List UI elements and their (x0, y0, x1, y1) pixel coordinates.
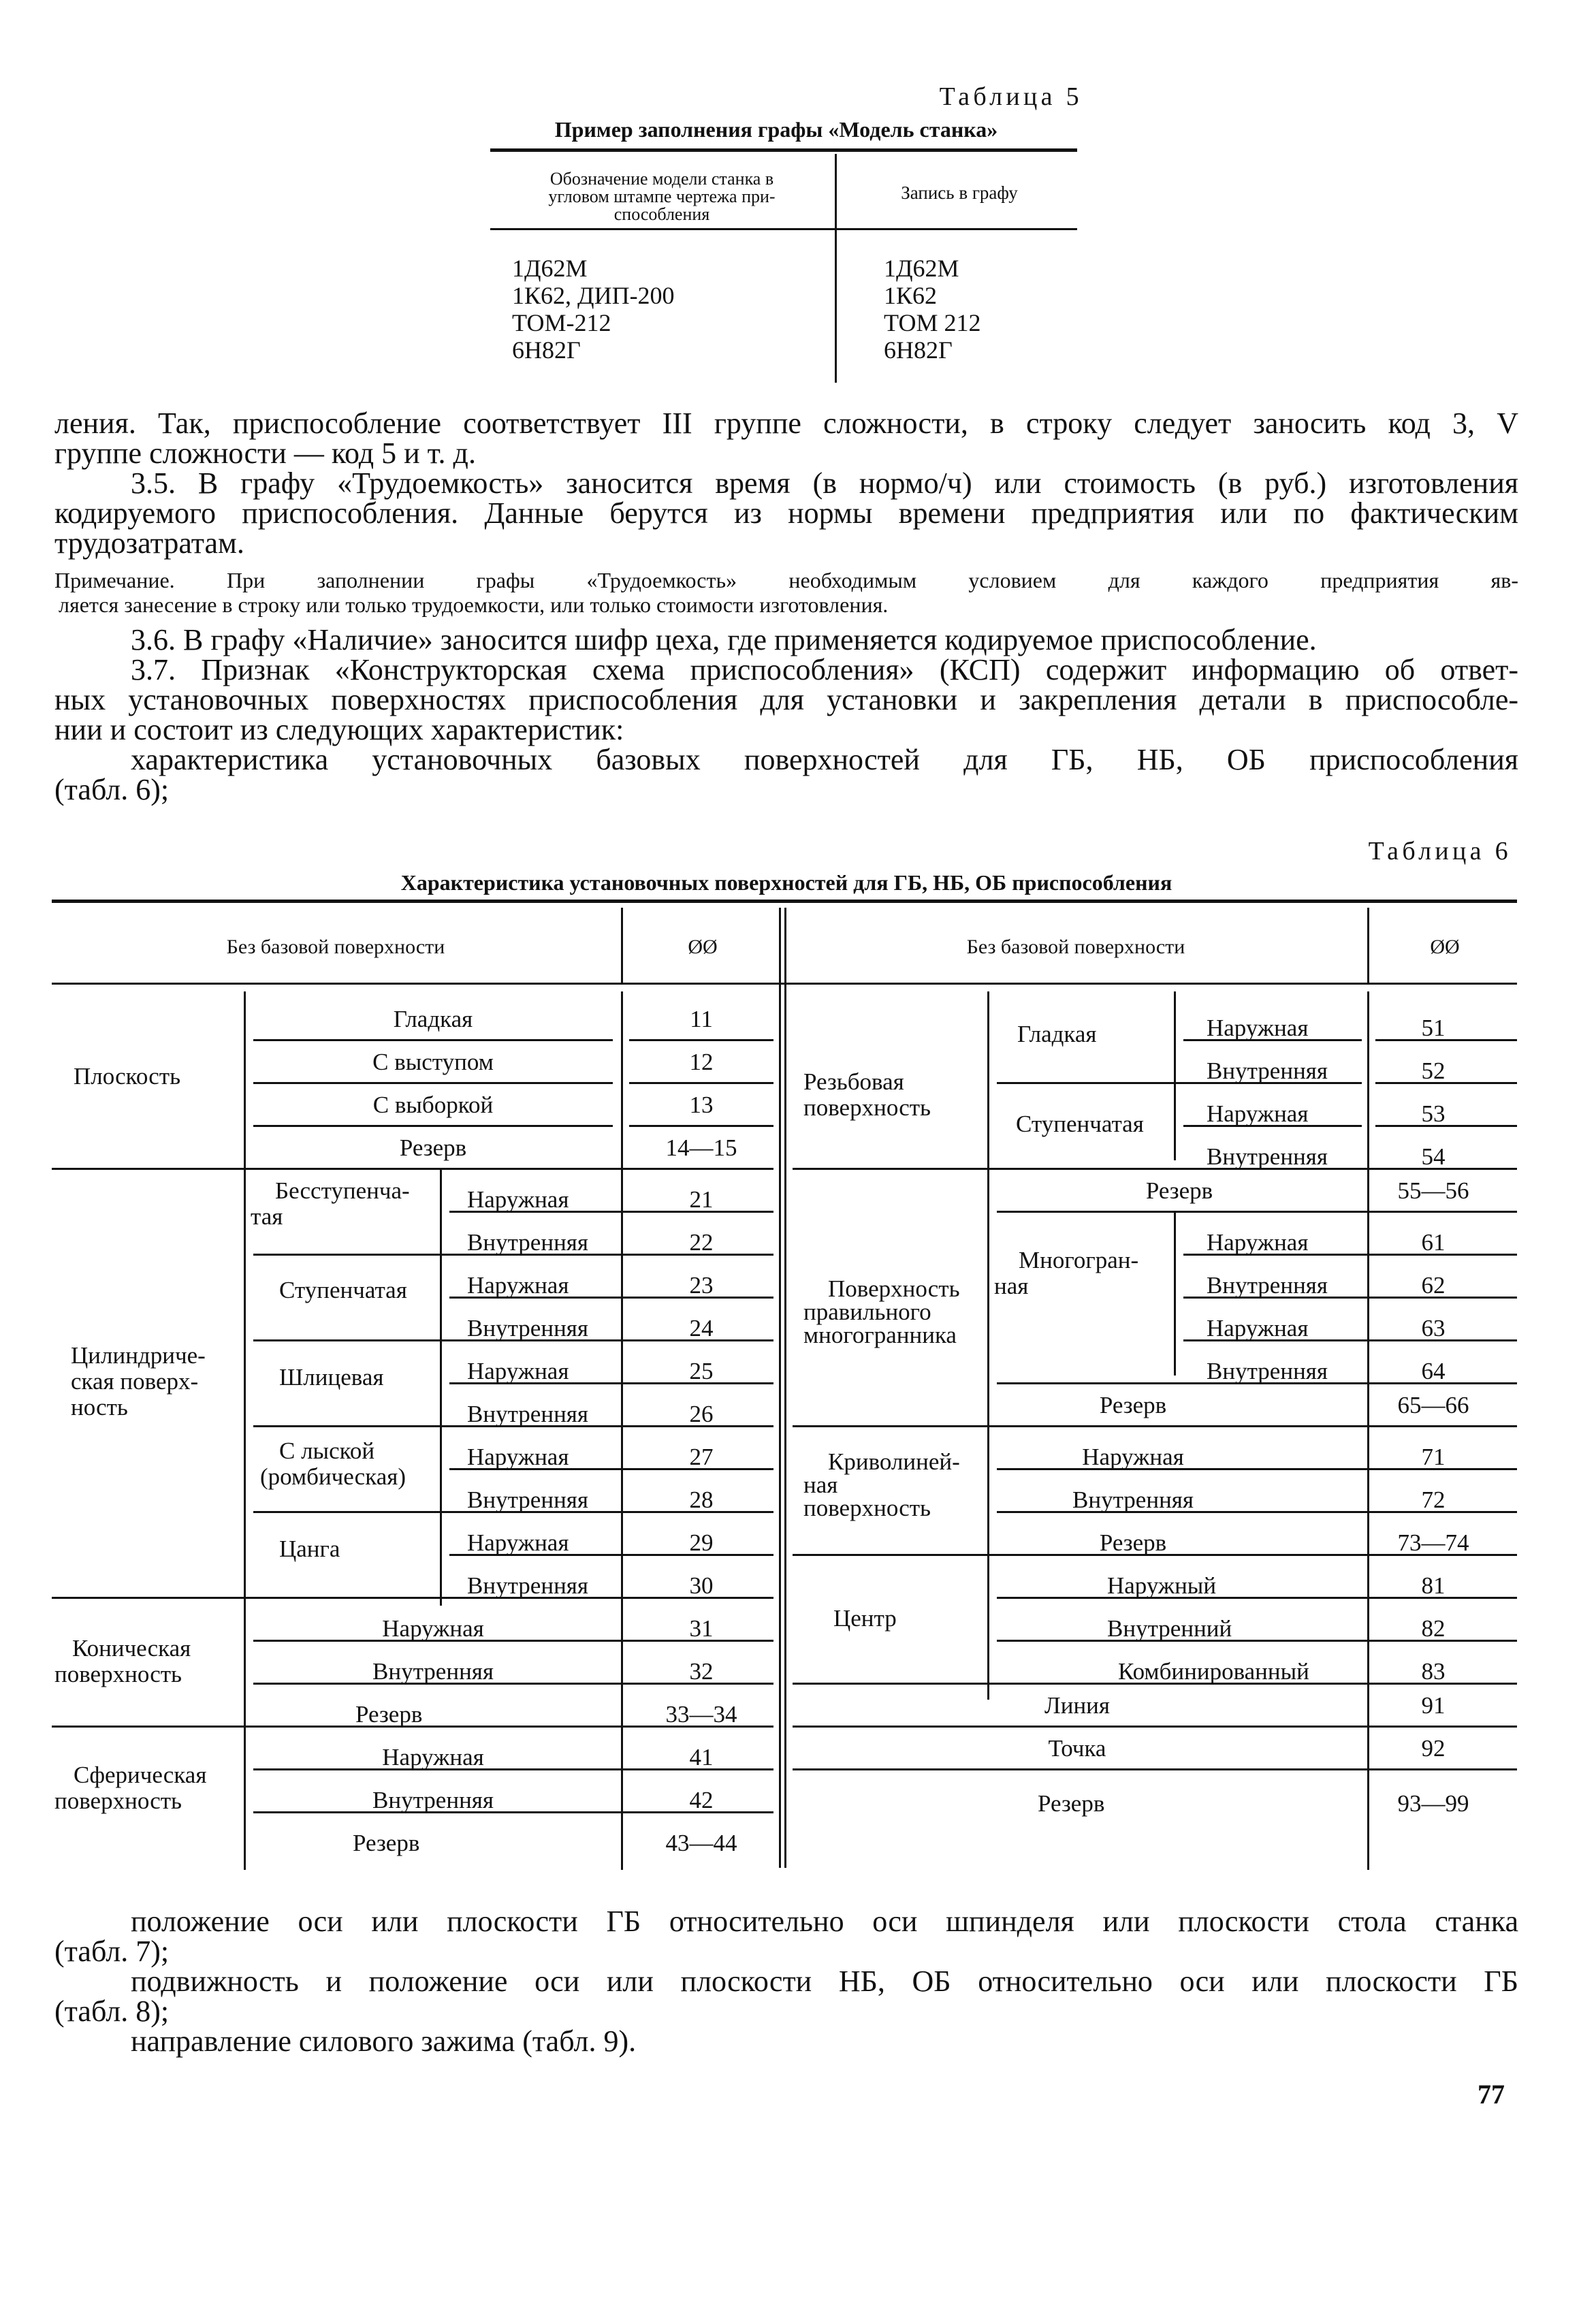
paragraph-line: группе сложности — код 5 и т. д. (54, 436, 476, 470)
t6-row-name: Внутренняя (1207, 1358, 1328, 1384)
t6-row-code: 28 (689, 1487, 714, 1513)
t6-row-name: Резерв (1099, 1529, 1167, 1556)
table5-designation: ТОМ-212 (512, 309, 611, 336)
paragraph-line: 3.6. В графу «Наличие» заносится шифр цеха, где применяется кодируемое приспособление. (131, 623, 1317, 656)
t6-cat-line: правильного (803, 1299, 931, 1325)
table5-col1-values (512, 255, 675, 364)
t6-cat-line: поверхность (54, 1661, 182, 1687)
t6-rule (793, 1768, 1517, 1770)
t6-v-left-sub (440, 1170, 442, 1606)
t6-line-code: 91 (1421, 1692, 1446, 1719)
t6-sub-canga: Цанга (279, 1536, 340, 1562)
t6-row-name: Внутренняя (1072, 1487, 1194, 1513)
t6-cat-line: поверхность (803, 1495, 931, 1521)
paragraph-line: (табл. 7); (54, 1935, 170, 1968)
t6-row-code: 12 (689, 1049, 714, 1075)
t6-row-code: 27 (689, 1444, 714, 1470)
t6-cat-line: Поверхность (828, 1275, 960, 1302)
t6-v-right-sub-b (1174, 1212, 1176, 1376)
table5-entry: ТОМ 212 (884, 309, 981, 336)
t6-rule (793, 1425, 1517, 1427)
t6-row-code: 31 (689, 1615, 714, 1642)
t6-cat-center: Центр (833, 1605, 897, 1632)
t6-row-code: 30 (689, 1572, 714, 1599)
t6-cat-line: Коническая (72, 1635, 191, 1662)
table5-col2-header: Запись в графу (901, 182, 1018, 203)
t6-cat-thread (803, 1069, 931, 1121)
t6-row-code: 32 (689, 1658, 714, 1685)
t6-row-code: 61 (1421, 1229, 1446, 1256)
t6-row-name: Внутренняя (1207, 1272, 1328, 1299)
t6-sub-line: (ромбическая) (260, 1463, 406, 1490)
t6-cat-line: ная (803, 1472, 838, 1498)
t6-row-name: Внутренняя (467, 1229, 588, 1256)
paragraph-line: подвижность и положение оси или плоскости НБ, ОБ относительно оси или плоскости ГБ (131, 1965, 1518, 1998)
t6-row-code: 81 (1421, 1572, 1446, 1599)
t6-row-name: Наружная (1207, 1015, 1309, 1041)
t6-row-code: 22 (689, 1229, 714, 1256)
table5-designation: 1Д62М (512, 255, 588, 282)
t6-row-name: Наружный (1107, 1572, 1217, 1599)
t6-row-name: Наружная (467, 1358, 569, 1384)
table5-col2-values (884, 255, 981, 364)
t6-row-name: Внутренняя (1207, 1143, 1328, 1170)
t6-cat-line: ность (71, 1394, 128, 1420)
t6-row-code: 51 (1421, 1015, 1446, 1041)
t6-sub-stupen: Ступенчатая (279, 1277, 407, 1303)
table5-entry: 6Н82Г (884, 336, 953, 364)
t6-cyl-rows (467, 1178, 588, 1607)
t6-row-code: 24 (689, 1315, 714, 1341)
t6-point-name: Точка (1048, 1735, 1106, 1762)
table6-header-right: Без базовой поверхности (966, 936, 1185, 958)
table5-designation: 1К62, ДИП-200 (512, 282, 675, 309)
t6-sub-line: Многогран- (1019, 1247, 1139, 1273)
t6-v-mid-a (779, 908, 781, 1868)
t6-sub-line: тая (251, 1203, 283, 1230)
table5-col1-header (492, 170, 832, 223)
t6-row-name: Наружная (467, 1272, 569, 1299)
t6-row-code: 71 (1421, 1444, 1446, 1470)
t6-row-name: Наружная (382, 1615, 484, 1642)
note-line: ляется занесение в строку или только трудоемкости, или только стоимости изготовления. (59, 592, 889, 617)
paragraph-line: положение оси или плоскости ГБ относительно оси шпинделя или плоскости стола станка (131, 1905, 1518, 1938)
t6-row-name: Наружная (1207, 1100, 1309, 1127)
t6-cat-cylinder (71, 1343, 206, 1420)
table5-designation: 6Н82Г (512, 336, 581, 364)
paragraph-line: нии и состоит из следующих характеристик: (54, 713, 624, 746)
t6-row-code: 53 (1421, 1100, 1446, 1127)
t6-row-code: 11 (690, 1006, 713, 1032)
t6-row-code: 42 (689, 1787, 714, 1813)
t6-row-name: Наружная (467, 1444, 569, 1470)
table6-header-left: Без базовой поверхности (226, 936, 445, 958)
t6-v-right-codecol (1367, 991, 1369, 1870)
t6-thread-rows (1207, 1006, 1328, 1178)
t6-rule (52, 1168, 773, 1170)
table6-header-left-code: ØØ (688, 936, 718, 958)
t6-rule (997, 1211, 1517, 1213)
paragraph-line: кодируемого приспособления. Данные берутся из нормы времени предприятия или по фактическим (54, 496, 1518, 530)
t6-sub-line: С лыской (279, 1437, 375, 1464)
t6-v-mid-b (784, 908, 786, 1868)
body-paragraphs (54, 409, 1518, 805)
t6-v-right-cat (987, 991, 989, 1700)
t6-row-name: Внутренний (1107, 1615, 1232, 1642)
t6-sub-thread-stepped: Ступенчатая (1016, 1111, 1144, 1137)
t6-reserve-93-code: 93—99 (1397, 1790, 1469, 1817)
table5-col1-header-line: угловом штампе чертежа при- (548, 187, 776, 206)
t6-row-code: 72 (1421, 1487, 1446, 1513)
t6-row-code: 52 (1421, 1058, 1446, 1084)
t6-curv-rows (997, 1435, 1269, 1564)
t6-row-name: Наружная (467, 1529, 569, 1556)
after-paragraphs (54, 1907, 1518, 2056)
t6-reserve-55-code: 55—56 (1397, 1177, 1469, 1204)
table5-top-rule (490, 148, 1077, 152)
t6-reserve-65-code: 65—66 (1397, 1392, 1469, 1418)
t6-cyl-codes (629, 1178, 773, 1607)
t6-row-code: 21 (689, 1186, 714, 1213)
t6-cat-line: поверхность (54, 1787, 182, 1814)
t6-row-name: Наружная (1207, 1229, 1309, 1256)
table5-col-divider (835, 154, 837, 383)
t6-row-code: 26 (689, 1401, 714, 1427)
paragraph-line: характеристика установочных базовых поверхностей для ГБ, НБ, ОБ приспособления (131, 743, 1518, 776)
table5-entry: 1Д62М (884, 255, 959, 282)
paragraph-line: ления. Так, приспособление соответствует III группе сложности, в строку следует заносить код 3, V (54, 407, 1518, 440)
t6-row-name: С выборкой (372, 1092, 494, 1118)
table5-label: Таблица 5 (939, 82, 1083, 111)
t6-row-code: 13 (689, 1092, 714, 1118)
t6-v-left-cat (244, 991, 246, 1870)
t6-reserve-93-name: Резерв (1038, 1790, 1105, 1817)
t6-cat-line: поверхность (803, 1094, 931, 1121)
t6-row-name: Резерв (355, 1701, 423, 1728)
paragraph-line: трудозатратам. (54, 526, 244, 560)
t6-row-name: Наружная (467, 1186, 569, 1213)
t6-sub-lysk (260, 1438, 406, 1490)
t6-center-rows (997, 1564, 1351, 1693)
t6-row-code: 43—44 (665, 1830, 737, 1856)
page-number: 77 (1478, 2079, 1505, 2110)
t6-con-codes (629, 1607, 773, 1736)
table5-col1-header-line: Обозначение модели станка в (549, 169, 774, 189)
t6-row-name: Внутренняя (467, 1572, 588, 1599)
t6-cat-line: Криволиней- (828, 1448, 960, 1475)
t6-row-name: С выступом (372, 1049, 494, 1075)
t6-row-name: Гладкая (393, 1006, 473, 1032)
paragraph-line: (табл. 8); (54, 1994, 170, 2028)
t6-row-code: 64 (1421, 1358, 1446, 1384)
paragraph-line: 3.5. В графу «Трудоемкость» заносится время (в нормо/ч) или стоимость (в руб.) изготовления (131, 466, 1518, 500)
t6-sub-thread-smooth: Гладкая (1017, 1021, 1097, 1047)
t6-rule (629, 1039, 773, 1041)
t6-row-name: Наружная (1082, 1444, 1184, 1470)
t6-cat-line: ская поверх- (71, 1368, 199, 1395)
t6-row-code: 62 (1421, 1272, 1446, 1299)
t6-cat-ploskost: Плоскость (74, 1063, 181, 1090)
t6-rule (253, 1125, 613, 1127)
note-line: Примечание. При заполнении графы «Трудоемкость» необходимым условием для каждого предприятия яв- (54, 568, 1518, 592)
t6-row-code: 33—34 (665, 1701, 737, 1728)
t6-rule (629, 1125, 773, 1127)
paragraph-line: (табл. 6); (54, 773, 170, 806)
t6-row-name: Резерв (399, 1134, 467, 1161)
t6-row-name: Комбинированный (1118, 1658, 1309, 1685)
table5-entry: 1К62 (884, 282, 938, 309)
t6-sub-poly (994, 1247, 1138, 1299)
t6-rule (253, 1082, 613, 1084)
t6-cat-line: Цилиндриче- (71, 1342, 206, 1369)
t6-thread-codes (1375, 1006, 1491, 1178)
t6-poly-rows (1207, 1221, 1328, 1393)
t6-row-code: 82 (1421, 1615, 1446, 1642)
table6-top-rule (52, 900, 1517, 903)
t6-reserve-55-name: Резерв (1145, 1177, 1213, 1204)
t6-sub-line: ная (994, 1273, 1029, 1299)
t6-cat-line: многогранника (803, 1322, 957, 1348)
t6-poly-codes (1375, 1221, 1491, 1393)
t6-row-name: Внутренняя (467, 1401, 588, 1427)
paragraph-line: ных установочных поверхностях приспособления для установки и закрепления детали в приспособле- (54, 683, 1518, 716)
paragraph-line: направление силового зажима (табл. 9). (131, 2024, 637, 2058)
t6-row-code: 63 (1421, 1315, 1446, 1341)
t6-con-rows (253, 1607, 613, 1736)
t6-reserve-65-name: Резерв (1099, 1392, 1167, 1418)
t6-v-right-code (1367, 908, 1369, 983)
t6-row-name: Наружная (382, 1744, 484, 1770)
t6-row-name: Резерв (353, 1830, 420, 1856)
t6-row-code: 29 (689, 1529, 714, 1556)
t6-cat-poly (803, 1277, 960, 1347)
t6-row-code: 41 (689, 1744, 714, 1770)
table6-title: Характеристика установочных поверхностей для ГБ, НБ, ОБ приспособления (400, 870, 1172, 895)
t6-row-name: Внутренняя (372, 1787, 494, 1813)
t6-v-left-codecol (621, 991, 623, 1870)
t6-rule (629, 1082, 773, 1084)
t6-curv-codes (1375, 1435, 1491, 1564)
t6-row-code: 14—15 (665, 1134, 737, 1161)
t6-row-name: Внутренняя (467, 1315, 588, 1341)
t6-point-code: 92 (1421, 1735, 1446, 1762)
t6-row-code: 83 (1421, 1658, 1446, 1685)
t6-row-code: 73—74 (1397, 1529, 1469, 1556)
t6-center-codes (1375, 1564, 1491, 1693)
t6-sub-shlic: Шлицевая (279, 1364, 384, 1390)
t6-cat-line: Резьбовая (803, 1068, 904, 1095)
t6-sph-rows (253, 1736, 613, 1864)
t6-cat-curv (803, 1450, 960, 1520)
table6-header-right-code: ØØ (1430, 936, 1460, 958)
t6-sph-codes (629, 1736, 773, 1864)
t6-cat-line: Сферическая (74, 1762, 207, 1788)
t6-row-name: Внутренняя (1207, 1058, 1328, 1084)
t6-rule (793, 1726, 1517, 1728)
t6-sub-line: Бесступенча- (275, 1177, 410, 1204)
t6-row-code: 54 (1421, 1143, 1446, 1170)
t6-rule (253, 1039, 613, 1041)
t6-row-name: Наружная (1207, 1315, 1309, 1341)
table6-label: Таблица 6 (1368, 837, 1512, 865)
t6-line-name: Линия (1044, 1692, 1111, 1719)
table5-title: Пример заполнения графы «Модель станка» (554, 117, 998, 142)
t6-v-left-code (621, 908, 623, 983)
t6-cat-sphere (54, 1762, 206, 1814)
t6-row-name: Внутренняя (467, 1487, 588, 1513)
table5-header-rule (490, 228, 1077, 230)
t6-sub-besstup (251, 1177, 410, 1230)
t6-row-code: 25 (689, 1358, 714, 1384)
t6-row-name: Внутренняя (372, 1658, 494, 1685)
t6-cat-conic (54, 1636, 191, 1687)
t6-row-code: 23 (689, 1272, 714, 1299)
paragraph-line: 3.7. Признак «Конструкторская схема приспособления» (КСП) содержит информацию об ответ- (131, 653, 1518, 686)
table5-col1-header-line: способления (613, 204, 710, 224)
t6-v-right-sub-a (1174, 991, 1176, 1160)
